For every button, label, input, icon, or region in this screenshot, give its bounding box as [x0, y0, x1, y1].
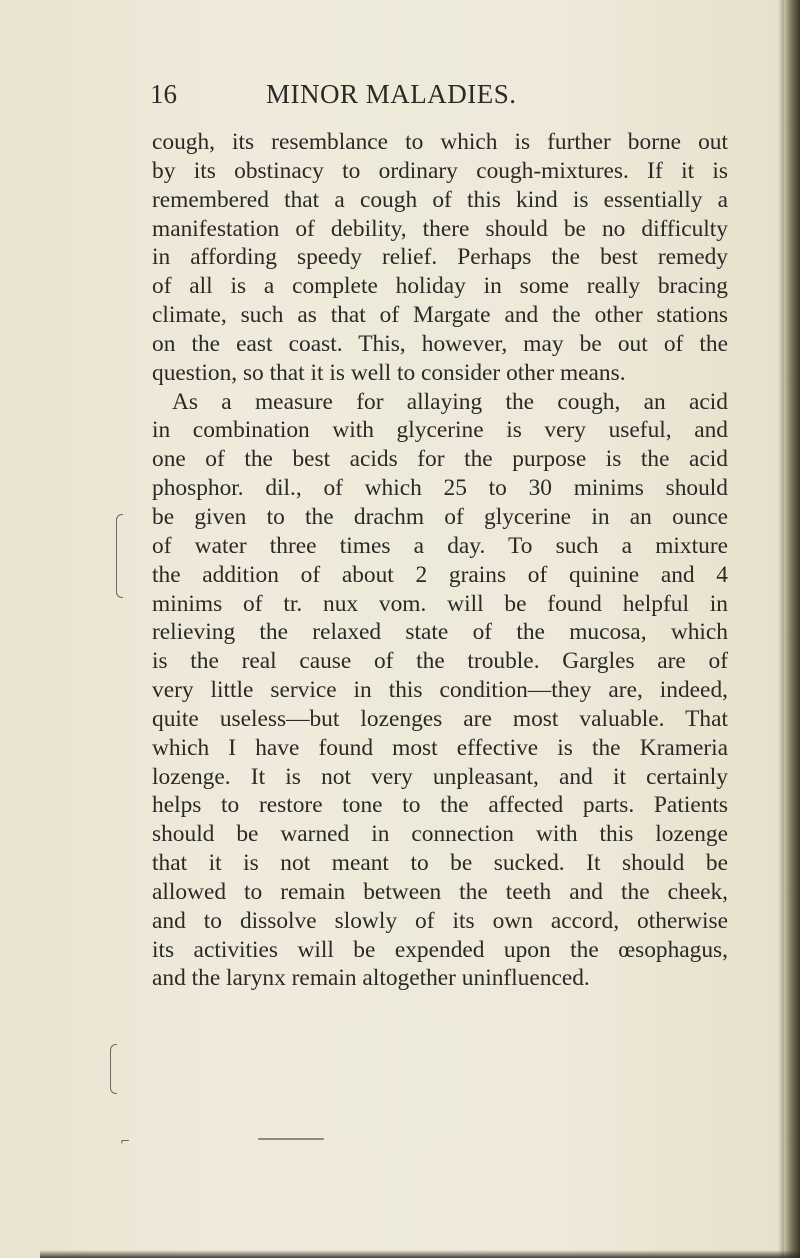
text-line: helps to restore tone to the affected parts. Patients — [152, 792, 728, 819]
text-line: cough, its resemblance to which is further borne out — [152, 129, 728, 155]
text-line: phosphor. dil., of which 25 to 30 minims should — [152, 475, 728, 502]
text-line: very little service in this condition—they are, indeed, — [152, 677, 728, 704]
text-line: the addition of about 2 grains of quinine and 4 — [152, 561, 728, 588]
text-line: As a measure for allaying the cough, an acid — [172, 388, 728, 415]
text-line: relieving the relaxed state of the mucosa, which — [152, 619, 728, 646]
pencil-underline-mark — [258, 1138, 324, 1140]
text-line: by its obstinacy to ordinary cough-mixtures. If it is — [152, 157, 728, 184]
body-text — [152, 128, 728, 993]
text-line: manifestation of debility, there should be no difficulty — [152, 215, 728, 242]
text-line: and to dissolve slowly of its own accord, otherwise — [152, 907, 728, 934]
text-line: and the larynx remain altogether uninfluenced. — [152, 965, 590, 992]
text-line: its activities will be expended upon the œsophagus, — [152, 936, 728, 963]
page-edge — [784, 0, 800, 1258]
running-header — [124, 74, 764, 114]
text-line: minims of tr. nux vom. will be found helpful in — [152, 590, 728, 617]
text-line: allowed to remain between the teeth and the cheek, — [152, 878, 728, 905]
bottom-edge-shadow — [40, 1250, 800, 1258]
text-line: be given to the drachm of glycerine in an ounce — [152, 503, 728, 530]
text-line: in affording speedy relief. Perhaps the best remedy — [152, 244, 728, 271]
running-title: MINOR MALADIES. — [266, 79, 517, 109]
margin-bracket-mark — [116, 514, 123, 598]
text-line: which I have found most effective is the Krameria — [152, 734, 728, 761]
text-line: is the real cause of the trouble. Gargles are of — [152, 648, 728, 675]
text-line: remembered that a cough of this kind is essentially a — [152, 186, 728, 213]
text-line: lozenge. It is not very unpleasant, and it certainly — [152, 763, 728, 790]
text-line: should be warned in connection with this lozenge — [152, 821, 728, 848]
text-line: in combination with glycerine is very useful, and — [152, 417, 728, 444]
text-line: quite useless—but lozenges are most valuable. That — [152, 705, 728, 732]
page-number: 16 — [150, 79, 177, 109]
text-line: that it is not meant to be sucked. It should be — [152, 850, 728, 877]
text-line: question, so that it is well to consider other means. — [152, 359, 626, 386]
text-line: on the east coast. This, however, may be out of the — [152, 330, 728, 357]
text-line: of water three times a day. To such a mixture — [152, 532, 728, 559]
margin-bracket-mark — [110, 1044, 117, 1094]
text-line: one of the best acids for the purpose is the acid — [152, 446, 728, 473]
text-line: of all is a complete holiday in some really bracing — [152, 273, 728, 300]
margin-pencil-mark: ⌐ — [120, 1134, 131, 1148]
text-line: climate, such as that of Margate and the other stations — [152, 302, 728, 329]
